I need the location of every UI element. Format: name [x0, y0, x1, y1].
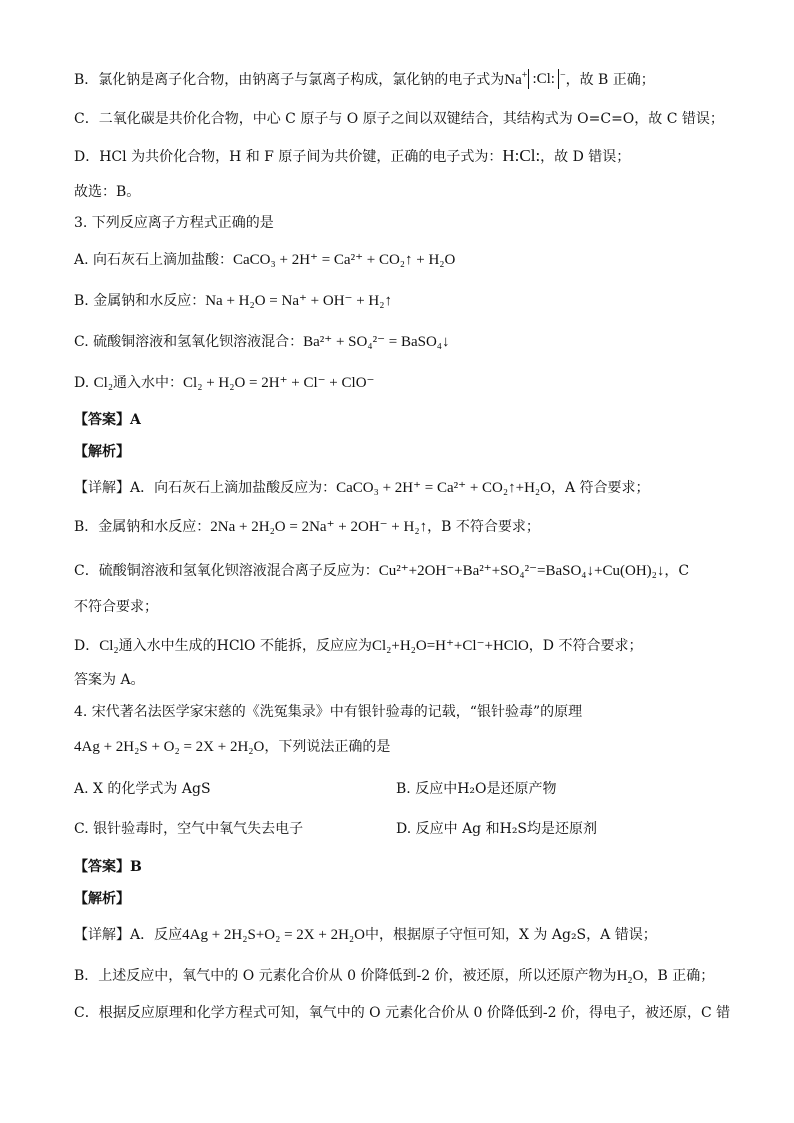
question-3: 3. 下列反应离子方程式正确的是: [74, 215, 274, 231]
option-3a: A. 向石灰石上滴加盐酸：CaCO₃ + 2H⁺ = Ca²⁺ + CO₂↑ + H₂O: [74, 252, 456, 268]
line-4: 故选：B。: [74, 184, 141, 200]
detail-3d: D．Cl₂通入水中生成的HClO 不能拆，反应应为Cl₂+H₂O=H⁺+Cl⁻+HClO，D 不符合要求；: [74, 638, 643, 654]
answer-3: 【答案】A: [74, 412, 141, 428]
detail-4b: B．上述反应中，氧气中的 O 元素化合价从 0 价降低到-2 价，被还原，所以还原产物为H₂O，B 正确；: [74, 968, 715, 984]
detail-3c: C．硫酸铜溶液和氢氧化钡溶液混合离子反应为：Cu²⁺+2OH⁻+Ba²⁺+SO₄²⁻=BaSO₄↓+Cu(OH)₂↓，C: [74, 563, 690, 579]
line-1: B．氯化钠是离子化合物，由钠离子与氯离子构成，氯化钠的电子式为Na+ :Cl: −，故 B 正确；: [74, 70, 655, 88]
option-4a: A. X 的化学式为 AgS: [74, 781, 211, 797]
analysis-3: 【解析】: [74, 444, 130, 460]
option-4b: B. 反应中H₂O是还原产物: [396, 781, 557, 797]
question-4: 4. 宋代著名法医学家宋慈的《洗冤集录》中有银针验毒的记载，“银针验毒”的原理: [74, 704, 583, 720]
hcl-electron-formula: H:Cl:: [502, 146, 541, 165]
option-4d: D. 反应中 Ag 和H₂S均是还原剂: [396, 821, 598, 837]
answer-4: 【答案】B: [74, 859, 142, 875]
detail-3c-cont: 不符合要求；: [74, 599, 158, 615]
option-4c: C. 银针验毒时，空气中氧气失去电子: [74, 821, 304, 837]
detail-3a: 【详解】A．向石灰石上滴加盐酸反应为：CaCO₃ + 2H⁺ = Ca²⁺ + CO₂↑+H₂O，A 符合要求；: [74, 480, 650, 496]
option-3c: C. 硫酸铜溶液和氢氧化钡溶液混合：Ba²⁺ + SO₄²⁻ = BaSO₄↓: [74, 334, 450, 350]
option-3d: D. Cl₂通入水中：Cl₂ + H₂O = 2H⁺ + Cl⁻ + ClO⁻: [74, 375, 375, 391]
line-2: C．二氧化碳是共价化合物，中心 C 原子与 O 原子之间以双键结合，其结构式为 O=C=O，故 C 错误；: [74, 111, 724, 127]
detail-4a: 【详解】A．反应4Ag + 2H₂S+O₂ = 2X + 2H₂O中，根据原子守恒可知，X 为 Ag₂S，A 错误；: [74, 927, 657, 943]
question-4-equation: 4Ag + 2H₂S + O₂ = 2X + 2H₂O，下列说法正确的是: [74, 739, 391, 755]
detail-4c: C．根据反应原理和化学方程式可知，氧气中的 O 元素化合价从 0 价降低到-2 价，得电子，被还原，C 错: [74, 1005, 731, 1021]
detail-3b: B．金属钠和水反应：2Na + 2H₂O = 2Na⁺ + 2OH⁻ + H₂↑，B 不符合要求；: [74, 519, 540, 535]
conclusion-3: 答案为 A。: [74, 672, 145, 688]
line-3: D．HCl 为共价化合物，H 和 F 原子间为共价键，正确的电子式为：H:Cl:，故 D 错误；: [74, 146, 631, 165]
option-3b: B. 金属钠和水反应：Na + H₂O = Na⁺ + OH⁻ + H₂↑: [74, 293, 392, 309]
nacl-electron-formula: Na+ :Cl: −: [504, 70, 566, 88]
analysis-4: 【解析】: [74, 891, 130, 907]
